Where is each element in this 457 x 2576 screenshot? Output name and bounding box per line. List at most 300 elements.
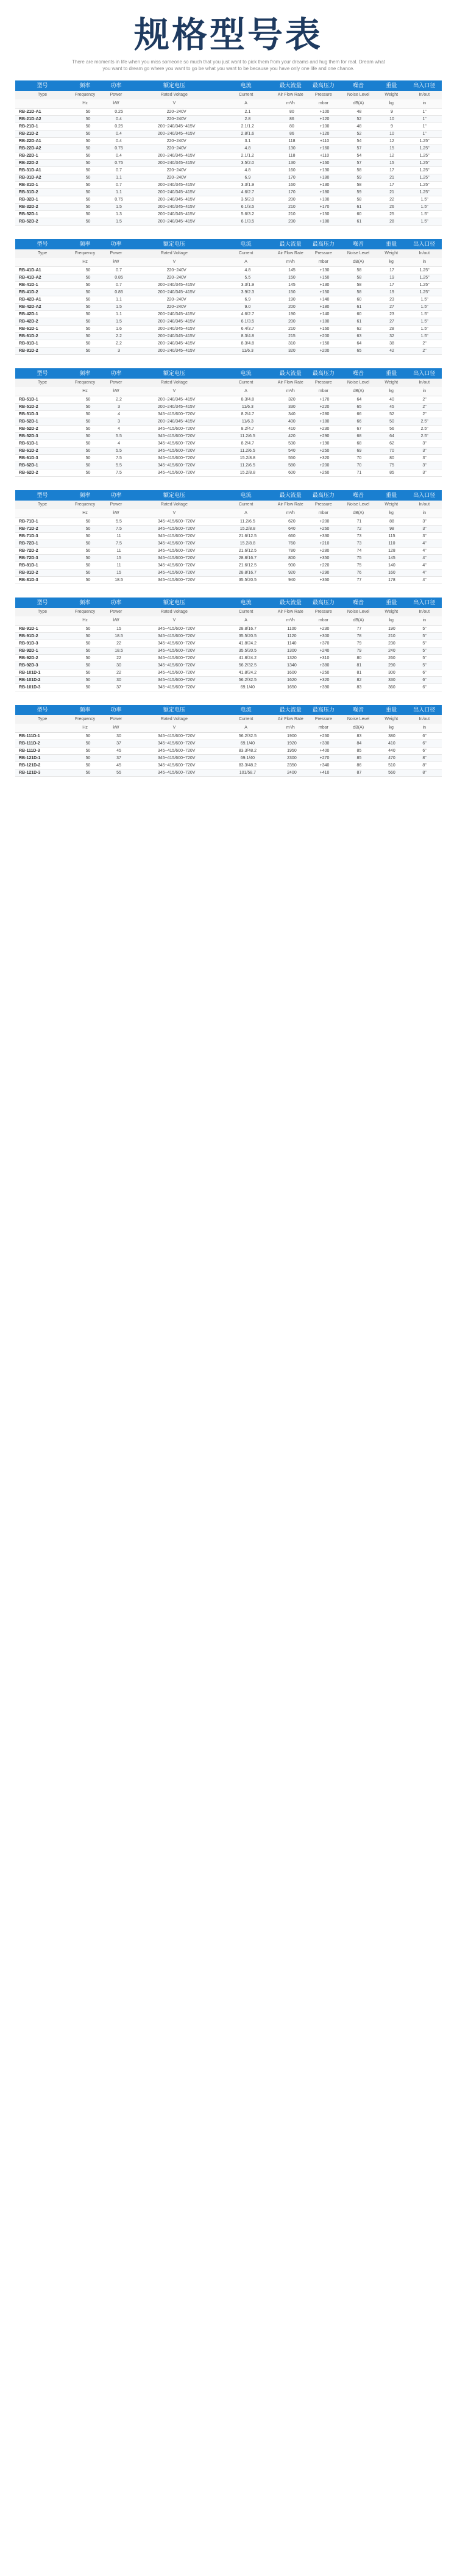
table-row: [15, 160, 442, 167]
table-cell: 64: [356, 341, 362, 346]
table-cell: 41.8/24.2: [238, 656, 257, 660]
table-cell: 50: [85, 161, 91, 165]
header-cell: Weight: [376, 91, 407, 99]
table-cell: 12: [389, 154, 394, 158]
header-cell: m³/h: [275, 616, 306, 625]
table-cell: +200: [319, 463, 330, 468]
header-cell: in: [407, 99, 442, 108]
table-cell: 2.8/1.6: [241, 132, 255, 136]
table-cell: 69: [356, 449, 362, 453]
table-cell: 9: [391, 124, 393, 129]
table-cell: 10: [389, 117, 394, 121]
table-cell: 1650: [287, 685, 297, 690]
table-cell: 68: [356, 441, 362, 446]
table-cell: 8.3/4.8: [241, 398, 255, 402]
table-cell: 50: [85, 427, 91, 431]
header-cell: 型号: [37, 82, 48, 88]
header-cell: 出入口径: [413, 599, 436, 605]
table-cell: +390: [319, 685, 330, 690]
model-cell: RB-91D-2: [19, 634, 38, 638]
table-cell: 50: [85, 205, 91, 209]
table-cell: 50: [85, 412, 91, 416]
table-cell: 12: [389, 139, 394, 143]
header-row-cols: [15, 368, 442, 379]
table-cell: 17: [389, 283, 394, 287]
table-cell: 310: [288, 341, 296, 346]
spec-table: [15, 239, 442, 355]
header-cell: Pressure: [306, 715, 341, 724]
table-cell: 4.8: [244, 168, 251, 173]
header-cell: Type: [15, 249, 69, 258]
table-cell: 58: [356, 268, 362, 273]
table-body: [15, 266, 442, 355]
table-cell: 3: [118, 419, 120, 424]
spec-table: [15, 80, 442, 226]
table-cell: +220: [319, 563, 330, 568]
header-cell: Weight: [376, 501, 407, 509]
table-cell: 1300: [287, 649, 297, 653]
model-cell: RB-41D-A2: [19, 276, 41, 280]
table-cell: 8.3/4.8: [241, 341, 255, 346]
header-row-cols: [15, 705, 442, 715]
table-cell: 210: [288, 212, 296, 216]
table-cell: +320: [319, 678, 330, 682]
table-cell: 61: [356, 305, 362, 309]
table-cell: 345~415/600~720V: [157, 641, 196, 646]
table-cell: 0.4: [116, 139, 122, 143]
header-cell: kg: [376, 387, 407, 396]
table-cell: +230: [319, 427, 330, 431]
table-cell: 11/6.3: [241, 349, 253, 353]
table-row: [15, 282, 442, 289]
table-cell: 1.25": [419, 146, 430, 151]
table-cell: 200~240/345~415V: [157, 398, 196, 402]
table-cell: 50: [85, 671, 91, 675]
table-cell: 178: [388, 578, 395, 582]
table-cell: +210: [319, 541, 330, 546]
table-cell: 10: [389, 132, 394, 136]
table-cell: 15: [389, 146, 394, 151]
table-cell: 3": [422, 463, 427, 468]
table-cell: 170: [288, 176, 296, 180]
table-cell: 170: [288, 190, 296, 194]
header-cell: Hz: [69, 99, 101, 108]
header-cell: 最大流量: [279, 370, 302, 376]
model-cell: RB-41D-1: [19, 283, 38, 287]
table-cell: 2.2: [116, 398, 122, 402]
table-cell: 78: [356, 634, 362, 638]
table-row: [15, 669, 442, 677]
header-cell: 最高压力: [312, 599, 335, 605]
table-cell: 50: [85, 419, 91, 424]
table-cell: 50: [85, 268, 91, 273]
header-cell: Current: [217, 608, 275, 616]
header-cell: Weight: [376, 608, 407, 616]
table-cell: 190: [288, 312, 296, 316]
header-cell: 出入口径: [413, 370, 436, 376]
header-cell: Power: [101, 715, 132, 724]
header-row-unit: [15, 616, 442, 625]
table-cell: 35.5/20.5: [238, 634, 257, 638]
header-cell: Noise Level: [341, 379, 376, 387]
table-cell: +150: [319, 290, 330, 294]
table-cell: 1.5": [420, 305, 428, 309]
table-row: [15, 348, 442, 355]
header-cell: 额定电压: [163, 492, 185, 498]
header-cell: 最高压力: [312, 492, 335, 498]
table-cell: 6": [422, 749, 427, 753]
table-cell: 85: [356, 749, 362, 753]
table-cell: +230: [319, 627, 330, 631]
table-cell: 345~415/600~720V: [157, 556, 196, 560]
table-cell: 8.2/4.7: [241, 441, 255, 446]
model-cell: RB-52D-1: [19, 212, 38, 216]
table-cell: 118: [288, 139, 296, 143]
table-cell: 50: [85, 198, 91, 202]
table-cell: 17: [389, 168, 394, 173]
table-cell: 22: [116, 656, 121, 660]
table-cell: +200: [319, 519, 330, 524]
table-cell: 470: [388, 756, 395, 760]
table-cell: 128: [388, 549, 395, 553]
table-cell: 15.2/8.8: [239, 541, 256, 546]
header-cell: 额定电压: [163, 82, 185, 88]
table-cell: 58: [356, 290, 362, 294]
header-cell: m³/h: [275, 724, 306, 732]
table-cell: 60: [356, 298, 362, 302]
model-cell: RB-111D-2: [19, 741, 40, 746]
table-cell: 1920: [287, 741, 297, 746]
table-cell: 3: [118, 405, 120, 409]
table-cell: 200: [288, 198, 296, 202]
header-cell: kg: [376, 99, 407, 108]
header-cell: A: [217, 258, 275, 266]
table-cell: 2": [422, 341, 427, 346]
table-cell: 80: [389, 456, 394, 460]
header-cell: 最大流量: [279, 492, 302, 498]
header-cell: 最高压力: [312, 370, 335, 376]
table-row: [15, 684, 442, 691]
table-cell: +330: [319, 741, 330, 746]
spec-table: [15, 368, 442, 477]
table-cell: 4.8: [244, 268, 251, 273]
table-body: [15, 732, 442, 777]
table-cell: 6": [422, 678, 427, 682]
table-cell: +130: [319, 268, 330, 273]
table-cell: 230: [388, 641, 395, 646]
table-cell: 345~415/600~720V: [157, 656, 196, 660]
header-cell: 最高压力: [312, 241, 335, 247]
table-row: [15, 167, 442, 174]
table-cell: 85: [356, 756, 362, 760]
table-cell: 50: [85, 678, 91, 682]
table-row: [15, 211, 442, 218]
table-cell: +180: [319, 190, 330, 194]
table-cell: 1": [422, 117, 427, 121]
model-cell: RB-32D-2: [19, 205, 38, 209]
table-cell: 550: [288, 456, 296, 460]
table-cell: 6": [422, 734, 427, 738]
header-cell: 功率: [110, 492, 122, 498]
table-cell: 4": [422, 578, 427, 582]
table-cell: 800: [288, 556, 296, 560]
model-cell: RB-61D-1: [19, 327, 38, 331]
table-cell: 35.5/20.5: [238, 578, 257, 582]
table-cell: 2.1: [244, 110, 251, 114]
table-cell: 530: [288, 441, 296, 446]
table-cell: 2.8: [244, 117, 251, 121]
header-cell: dB(A): [341, 387, 376, 396]
table-cell: 1.25": [419, 176, 430, 180]
table-cell: 5": [422, 663, 427, 668]
table-cell: 900: [288, 563, 296, 568]
model-cell: RB-71D-3: [19, 534, 38, 538]
header-cell: 出入口径: [413, 707, 436, 713]
header-cell: kW: [101, 99, 132, 108]
table-cell: 2": [422, 398, 427, 402]
table-cell: 620: [288, 519, 296, 524]
table-cell: 1.25": [419, 161, 430, 165]
table-cell: 4": [422, 549, 427, 553]
table-cell: 210: [288, 327, 296, 331]
table-cell: 50: [389, 419, 394, 424]
table-cell: 56: [389, 427, 394, 431]
model-cell: RB-52D-2: [19, 219, 38, 224]
table-cell: 760: [288, 541, 296, 546]
header-cell: Type: [15, 715, 69, 724]
header-cell: A: [217, 616, 275, 625]
table-cell: 58: [356, 276, 362, 280]
header-cell: m³/h: [275, 387, 306, 396]
table-cell: 50: [85, 190, 91, 194]
table-cell: 6.9: [244, 176, 251, 180]
header-cell: Power: [101, 91, 132, 99]
table-cell: 50: [85, 549, 91, 553]
header-cell: In/out: [407, 379, 442, 387]
table-cell: 50: [85, 276, 91, 280]
table-cell: 61: [356, 319, 362, 324]
table-cell: 4: [118, 427, 120, 431]
table-row: [15, 577, 442, 584]
table-cell: 345~415/600~720V: [157, 441, 196, 446]
header-cell: kg: [376, 724, 407, 732]
header-cell: 频率: [79, 707, 91, 713]
table-cell: 79: [356, 641, 362, 646]
table-cell: 345~415/600~720V: [157, 685, 196, 690]
table-cell: 5.5: [116, 463, 122, 468]
table-cell: 345~415/600~720V: [157, 771, 196, 775]
table-cell: +110: [319, 139, 330, 143]
header-row-sub: [15, 715, 442, 724]
table-cell: 66: [356, 412, 362, 416]
table-cell: 320: [288, 349, 296, 353]
table-cell: 4": [422, 563, 427, 568]
header-cell: in: [407, 724, 442, 732]
table-cell: 1.5": [420, 219, 428, 224]
table-cell: 200~240/345~415V: [157, 405, 196, 409]
table-cell: 15: [116, 627, 121, 631]
model-cell: RB-41D-A1: [19, 268, 41, 273]
table-cell: 1.25": [419, 276, 430, 280]
table-cell: 210: [288, 205, 296, 209]
header-cell: Weight: [376, 715, 407, 724]
table-cell: 140: [388, 563, 395, 568]
table-cell: 50: [85, 519, 91, 524]
header-cell: Frequency: [69, 249, 101, 258]
header-cell: 噪音: [353, 82, 364, 88]
table-cell: 7.5: [116, 527, 122, 531]
model-cell: RB-101D-1: [19, 671, 41, 675]
header-cell: 功率: [110, 599, 122, 605]
table-cell: 88: [389, 519, 394, 524]
table-cell: 2.5": [420, 434, 428, 438]
table-cell: 50: [85, 556, 91, 560]
table-row: [15, 640, 442, 648]
table-cell: 37: [116, 685, 121, 690]
table-cell: 65: [356, 405, 362, 409]
table-cell: +260: [319, 527, 330, 531]
table-cell: 50: [85, 756, 91, 760]
header-row-sub: [15, 608, 442, 616]
table-cell: 11: [116, 549, 121, 553]
table-cell: 85: [389, 471, 394, 475]
table-cell: 345~415/600~720V: [157, 671, 196, 675]
table-cell: 28: [389, 219, 394, 224]
header-cell: 频率: [79, 599, 91, 605]
table-cell: 5.5: [116, 519, 122, 524]
table-cell: 220~240V: [166, 110, 186, 114]
table-cell: 19: [389, 290, 394, 294]
table-cell: 1": [422, 124, 427, 129]
table-cell: 50: [85, 749, 91, 753]
table-cell: 0.75: [115, 198, 123, 202]
table-cell: 2": [422, 405, 427, 409]
header-cell: Weight: [376, 379, 407, 387]
table-cell: 1.25": [419, 139, 430, 143]
table-cell: 510: [388, 763, 395, 768]
table-cell: 11.2/6.5: [239, 519, 255, 524]
header-cell: In/out: [407, 608, 442, 616]
table-cell: 61: [356, 205, 362, 209]
header-row-sub: [15, 501, 442, 509]
table-cell: 4": [422, 556, 427, 560]
table-cell: 17: [389, 183, 394, 187]
table-cell: +180: [319, 319, 330, 324]
table-row: [15, 548, 442, 555]
table-row: [15, 769, 442, 777]
table-cell: 86: [289, 117, 294, 121]
table-cell: 41.8/24.2: [238, 671, 257, 675]
table-cell: 3.5/2.0: [241, 161, 255, 165]
table-cell: +130: [319, 168, 330, 173]
table-cell: 345~415/600~720V: [157, 412, 196, 416]
table-cell: 200~240/345~415V: [157, 327, 196, 331]
table-cell: 200~240/345~415V: [157, 349, 196, 353]
table-cell: 56.2/32.5: [238, 663, 257, 668]
table-cell: 64: [356, 398, 362, 402]
table-row: [15, 130, 442, 138]
table-cell: 21: [389, 190, 394, 194]
table-cell: 50: [85, 571, 91, 575]
table-cell: 0.7: [116, 283, 122, 287]
table-cell: 1600: [287, 671, 297, 675]
header-row-cols: [15, 490, 442, 501]
header-cell: Type: [15, 608, 69, 616]
header-cell: V: [132, 258, 217, 266]
table-header: [15, 705, 442, 732]
model-cell: RB-121D-2: [19, 763, 41, 768]
table-cell: 50: [85, 154, 91, 158]
header-cell: 电流: [240, 707, 252, 713]
table-cell: 58: [356, 168, 362, 173]
header-cell: Pressure: [306, 501, 341, 509]
table-cell: +320: [319, 456, 330, 460]
table-cell: 2.1/1.2: [241, 154, 255, 158]
table-cell: 27: [389, 319, 394, 324]
table-cell: 84: [356, 741, 362, 746]
table-cell: 1620: [287, 678, 297, 682]
table-row: [15, 333, 442, 340]
table-cell: 69.1/40: [240, 741, 255, 746]
table-body: [15, 396, 442, 477]
table-cell: 118: [288, 154, 296, 158]
model-cell: RB-101D-2: [19, 678, 41, 682]
table-cell: 35.5/20.5: [238, 649, 257, 653]
table-row: [15, 655, 442, 662]
model-cell: RB-61D-2: [19, 449, 38, 453]
table-cell: 48: [356, 110, 362, 114]
table-cell: 50: [85, 132, 91, 136]
table-cell: 0.4: [116, 154, 122, 158]
table-cell: 50: [85, 763, 91, 768]
table-cell: 52: [356, 117, 362, 121]
table-cell: 50: [85, 441, 91, 446]
table-cell: 200~240/345~415V: [157, 212, 196, 216]
header-cell: Power: [101, 249, 132, 258]
table-cell: 56.2/32.5: [238, 734, 257, 738]
header-cell: in: [407, 509, 442, 518]
table-cell: 0.4: [116, 132, 122, 136]
table-cell: 560: [388, 771, 395, 775]
header-cell: dB(A): [341, 509, 376, 518]
header-cell: 最高压力: [312, 707, 335, 713]
table-cell: 19: [389, 276, 394, 280]
table-cell: 780: [288, 549, 296, 553]
table-cell: 345~415/600~720V: [157, 571, 196, 575]
header-cell: 重量: [386, 492, 397, 498]
table-cell: 11.2/6.5: [239, 434, 255, 438]
header-cell: 噪音: [353, 599, 364, 605]
table-cell: 110: [388, 541, 395, 546]
header-cell: mbar: [306, 724, 341, 732]
table-cell: +190: [319, 441, 330, 446]
table-cell: 22: [116, 671, 121, 675]
table-cell: 50: [85, 434, 91, 438]
table-cell: 71: [356, 519, 362, 524]
table-cell: 50: [85, 319, 91, 324]
table-cell: +150: [319, 276, 330, 280]
table-cell: 1": [422, 110, 427, 114]
table-cell: 4.6/2.7: [241, 190, 255, 194]
table-row: [15, 326, 442, 333]
table-cell: 345~415/600~720V: [157, 471, 196, 475]
table-cell: 1.3: [116, 212, 122, 216]
table-cell: 50: [85, 398, 91, 402]
table-cell: +290: [319, 434, 330, 438]
table-cell: 200~240/345~415V: [157, 319, 196, 324]
model-cell: RB-42D-2: [19, 319, 38, 324]
header-row-unit: [15, 258, 442, 266]
